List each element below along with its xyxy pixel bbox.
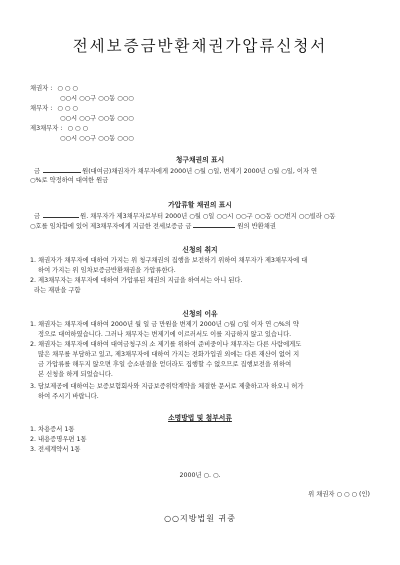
- reason-line: 하여 주시기 바랍니다.: [30, 393, 99, 400]
- amount-blank: [193, 221, 235, 228]
- third-debtor-address: ○○시 ○○구 ○○동 ○○○: [60, 135, 134, 142]
- claim-line-1: [34, 166, 317, 176]
- reason-line: 1. 채권자는 채무자에 대하여 2000년 월 일 금 만원을 변제기 2000년 ○월 ○일 이자 연 ○%의 약: [30, 321, 299, 328]
- debtor-row: [30, 104, 78, 113]
- reasons-heading: 신청의 이유: [182, 310, 218, 318]
- amount-blank: [43, 211, 79, 218]
- target-prefix: 금: [34, 213, 41, 220]
- target-text: 원. 채무자가 제3채무자로부터 2000년 ○월 ○일 ○○시 ○○구 ○○동 ○○번지 ○○빌라 ○동: [80, 213, 336, 220]
- claim-prefix: 금: [34, 168, 41, 175]
- evidence-heading: 소명방법 및 첨부서류: [168, 414, 232, 422]
- court-name: ○○지방법원 귀중: [164, 514, 236, 523]
- reason-line: 본 신청을 하게 되었습니다.: [30, 371, 113, 378]
- reason-line: 2. 채권자는 채무자에 대하여 대여금청구의 소 제기를 위하여 준비중이나 채무자는 다른 사람에게도: [30, 341, 302, 348]
- target-text-3: 원의 반환채권: [237, 223, 276, 230]
- signature-line: 위 채권자 ○ ○ ○ (인): [308, 491, 370, 498]
- document-title: 전세보증금반환채권가압류신청서: [72, 37, 328, 55]
- claim-text: 원(대여금)채권자가 채무자에게 2000년 ○월 ○일, 변제기 2000년 ○월 ○일, 이자 연: [82, 168, 318, 175]
- target-line-1: [34, 211, 336, 221]
- third-debtor-row: [30, 124, 88, 133]
- reason-line: 금 가압류를 해두지 않으면 후일 승소판결을 얻더라도 집행할 수 없으므로 집행보전을 위하여: [30, 361, 292, 368]
- third-debtor-name: ○ ○ ○: [67, 125, 88, 132]
- purpose-item: 하여 가지는 위 임차보증금반환채권을 가압류한다.: [30, 267, 176, 274]
- target-line-2: [30, 221, 276, 231]
- creditor-row: [30, 84, 78, 93]
- purpose-heading: 신청의 취지: [182, 246, 218, 254]
- purpose-item: 1. 채권자가 채무자에 대하여 가지는 위 청구채권의 집행을 보전하기 위하여 채무자가 제3채무자에 대: [30, 257, 308, 264]
- creditor-name: ○ ○ ○: [57, 85, 78, 92]
- reason-line: 많은 채무를 부담하고 있고, 제3채무자에 대하여 가지는 전화가입권 외에는 다른 재산이 없어 지: [30, 351, 300, 358]
- evidence-item: 1. 차용증서 1통: [30, 426, 75, 433]
- purpose-item: 라는 재판을 구함: [30, 287, 81, 294]
- document-date: 2000년 ○. ○.: [179, 472, 221, 479]
- purpose-item: 2. 제3채무자는 채무자에 대하여 가압류된 채권의 지급을 하여서는 아니 된다.: [30, 277, 243, 284]
- reason-line: 3. 담보제공에 대하여는 보증보험회사와 지급보증위탁계약을 체결한 문서로 제출하고자 하오니 허가: [30, 383, 304, 390]
- claim-heading: 청구채권의 표시: [175, 156, 225, 164]
- claim-line-2: ○%로 약정하여 대여한 원금: [30, 177, 109, 184]
- target-heading: 가압류할 채권의 표시: [168, 201, 232, 209]
- reason-line: 정으로 대여하였습니다. 그러나 채무자는 변제기에 이르러서도 이를 지급하지 않고 있습니다.: [30, 331, 292, 338]
- debtor-name: ○ ○ ○: [57, 105, 78, 112]
- target-text-2: ○호를 임차함에 있어 제3채무자에게 지급한 전세보증금 금: [30, 223, 192, 230]
- debtor-label: 채무자 :: [30, 105, 53, 112]
- debtor-address: ○○시 ○○구 ○○동 ○○○: [60, 115, 134, 122]
- evidence-item: 3. 전세계약서 1통: [30, 446, 81, 453]
- evidence-item: 2. 내용증명우편 1통: [30, 436, 87, 443]
- creditor-label: 채권자 :: [30, 85, 53, 92]
- third-debtor-label: 제3채무자 :: [30, 125, 63, 132]
- creditor-address: ○○시 ○○구 ○○동 ○○○: [60, 95, 134, 102]
- amount-blank: [43, 166, 81, 173]
